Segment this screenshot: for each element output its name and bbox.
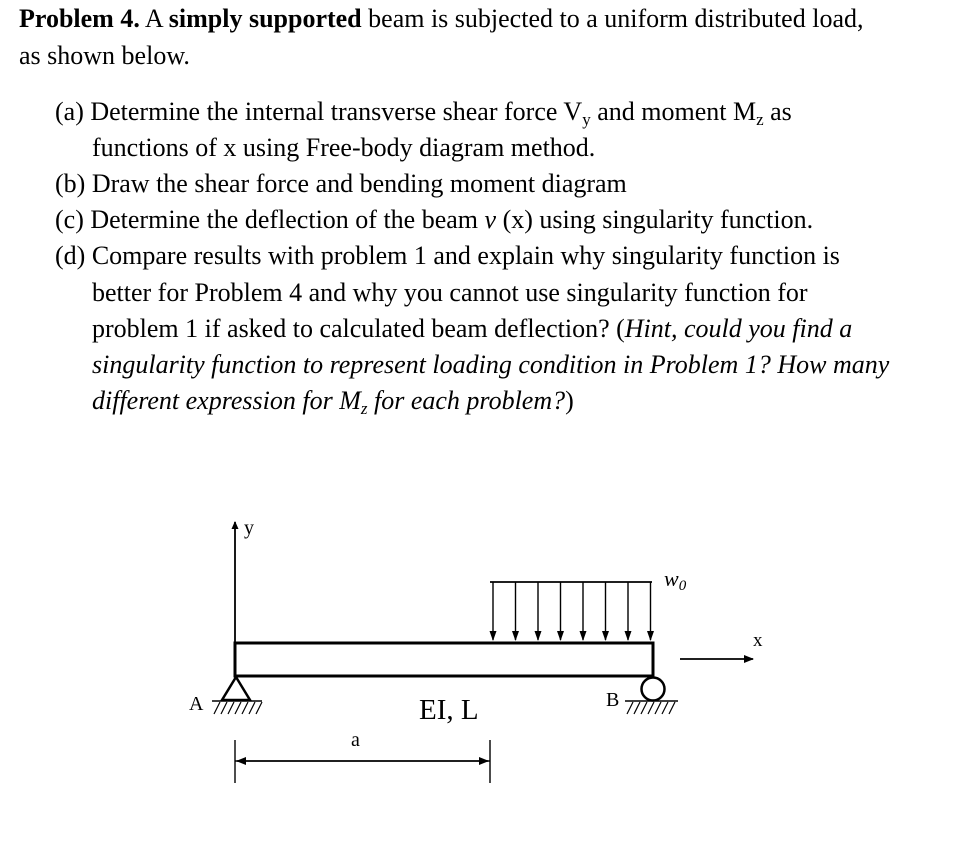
hatch-line (662, 702, 668, 714)
part-d-line2: better for Problem 4 and why you cannot use singularity function for (92, 278, 808, 307)
hatch-line (221, 702, 227, 714)
problem-heading: Problem 4. A simply supported beam is subjected to a uniform distributed load, (19, 4, 864, 33)
load-arrow-head (625, 631, 632, 641)
hatch-line (228, 702, 234, 714)
support-b-label: B (606, 689, 620, 711)
load-arrow-head (557, 631, 564, 641)
dimension-a (235, 740, 490, 783)
hatch-line (641, 702, 647, 714)
hatch-line (235, 702, 241, 714)
part-b: (b) Draw the shear force and bending moment diagram (55, 169, 627, 198)
hatch-line (669, 702, 675, 714)
load-label: w0 (664, 566, 687, 594)
part-a-line1: (a) Determine the internal transverse shear force $V_y$ and moment $M_z$ as (55, 97, 792, 129)
hatch-line (214, 702, 220, 714)
load-arrow-head (580, 631, 587, 641)
hatch-line (249, 702, 255, 714)
load-arrows (490, 582, 655, 641)
hatch-line (655, 702, 661, 714)
hatch-line (242, 702, 248, 714)
dimension-label: a (351, 729, 360, 751)
part-d-line4: singularity function to represent loading condition in Problem 1? How many (92, 350, 890, 379)
load-arrow-head (490, 631, 497, 641)
part-a-line2: functions of x using Free-body diagram method. (92, 133, 596, 162)
load-arrow-head (535, 631, 542, 641)
problem-intro-line2: as shown below. (19, 41, 190, 70)
beam-label: EI, L (419, 694, 479, 726)
load-arrow-head (512, 631, 519, 641)
support-a-label: A (189, 693, 204, 715)
distributed-load (490, 582, 655, 641)
y-axis-label: y (244, 517, 254, 539)
y-axis (235, 517, 254, 668)
load-arrow-head (602, 631, 609, 641)
part-d-line5: different expression for $M_z$ for each problem?) (92, 386, 574, 418)
hatch-line (627, 702, 633, 714)
support-a-pin (212, 677, 262, 714)
problem-emphasis: simply supported (168, 4, 362, 33)
hatch-line (648, 702, 654, 714)
ground-hatch-b (627, 702, 675, 714)
problem-label: Problem 4 (19, 4, 134, 33)
support-b-roller (625, 678, 678, 715)
hatch-line (256, 702, 262, 714)
part-d-line3: problem 1 if asked to calculated beam deflection? (Hint, could you find a (92, 314, 853, 343)
ground-hatch-a (214, 702, 262, 714)
hatch-line (634, 702, 640, 714)
part-d-line1: (d) Compare results with problem 1 and explain why singularity function is (55, 241, 840, 270)
part-c: (c) Determine the deflection of the beam v (x) using singularity function. (55, 205, 814, 234)
beam (235, 643, 653, 676)
x-axis-label: x (753, 630, 763, 651)
x-axis (680, 630, 763, 659)
load-arrow-head (647, 631, 654, 641)
